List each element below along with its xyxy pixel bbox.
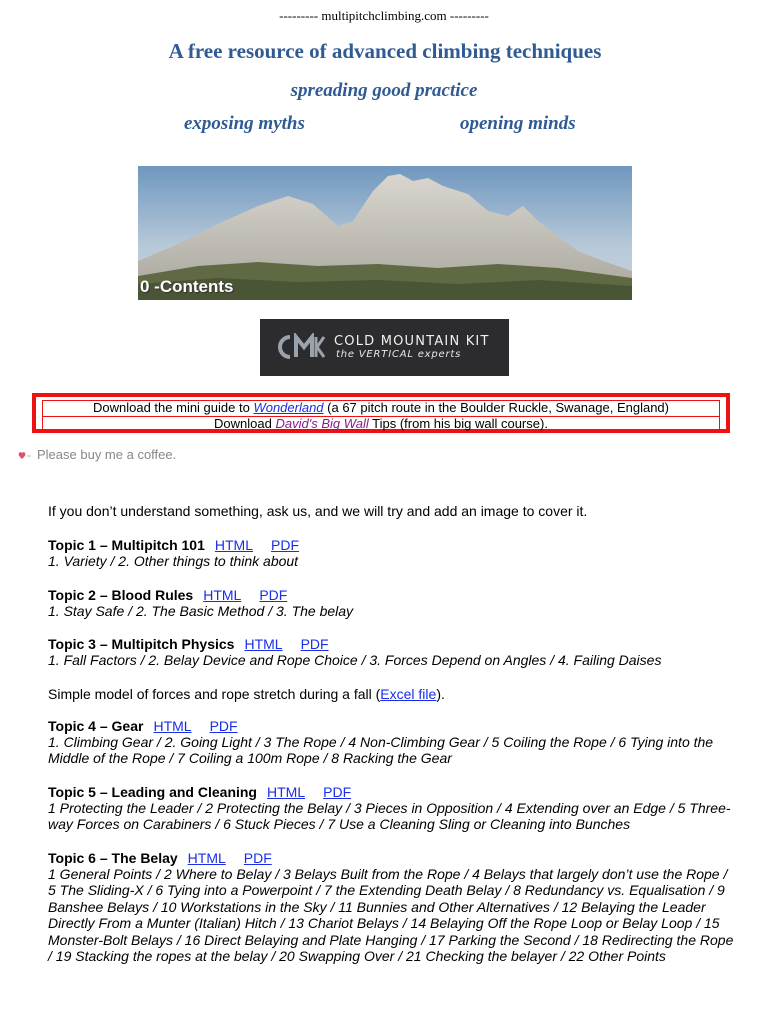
ck-logo-icon bbox=[276, 333, 326, 361]
site-name: --------- multipitchclimbing.com --------- bbox=[279, 8, 489, 23]
topic-2 bbox=[48, 587, 738, 620]
excel-file-link[interactable]: Excel file bbox=[380, 685, 437, 702]
cold-mountain-kit-logo[interactable] bbox=[260, 319, 509, 376]
download-row-wonderland bbox=[42, 400, 720, 417]
topic-3-html-link[interactable]: HTML bbox=[244, 636, 283, 652]
download-text: Download bbox=[214, 416, 276, 431]
topic-items: 1 Protecting the Leader / 2 Protecting the Belay / 3 Pieces in Opposition / 4 Extending over an Edge / 5 Three-way Forces on Carabiners / 6 Stuck Pieces / 7 Use a Cleaning Sling or Cleaning into Bunches bbox=[48, 799, 731, 832]
topic-6-pdf-link[interactable]: PDF bbox=[243, 849, 272, 866]
topic-5-pdf-link[interactable]: PDF bbox=[323, 783, 352, 800]
topic-title: Topic 1 – Multipitch 101 bbox=[48, 537, 205, 553]
topics-content bbox=[48, 503, 738, 982]
topic-title: Topic 6 – The Belay bbox=[48, 849, 178, 866]
topic-title: Topic 3 – Multipitch Physics bbox=[48, 636, 235, 652]
topic-6-html-link[interactable]: HTML bbox=[187, 849, 226, 866]
topic-6 bbox=[48, 850, 738, 965]
topic-1 bbox=[48, 537, 738, 570]
topic-title: Topic 4 – Gear bbox=[48, 717, 144, 734]
tagline-exposing: exposing myths bbox=[184, 113, 305, 134]
topic-items: 1. Stay Safe / 2. The Basic Method / 3. The belay bbox=[48, 602, 354, 619]
sponsor-subtitle: the VERTICAL experts bbox=[336, 349, 462, 360]
download-text: Tips (from his big wall course). bbox=[368, 416, 548, 431]
simple-model-note bbox=[48, 686, 738, 702]
simple-model-text: ). bbox=[436, 685, 445, 702]
topic-1-pdf-link[interactable]: PDF bbox=[271, 537, 300, 553]
topic-1-html-link[interactable]: HTML bbox=[214, 537, 254, 553]
topic-4-pdf-link[interactable]: PDF bbox=[209, 717, 238, 734]
topic-items: 1 General Points / 2 Where to Belay / 3 Belays Built from the Rope / 4 Belays that largely don’t use the Rope / 5 The Sliding-X / 6 Tying into a Powerpoint / 7 the Extending Death Belay / 8 Redundancy vs. Equalisation / 9 Banshee Belays / 10 Workstations in the Sky / 11 Bunnies and Other Alternatives / 12 Belaying the Leader Directly From a Munter (Italian) Hitch / 13 Chariot Belays / 14 Belaying Off the Rope Loop or Belay Loop / 15 Monster-Bolt Belays / 16 Direct Belaying and Plate Hanging / 17 Parking the Second / 18 Redirecting the Rope / 19 Stacking the ropes at the belay / 20 Swapping Over / 21 Checking the belayer / 22 Other Points bbox=[48, 865, 734, 964]
buy-coffee-label: Please buy me a coffee. bbox=[37, 447, 177, 462]
wonderland-link[interactable]: Wonderland bbox=[253, 400, 324, 415]
tagline-spreading: spreading good practice bbox=[290, 80, 478, 101]
download-text: (a 67 pitch route in the Boulder Ruckle, Swanage, England) bbox=[323, 400, 669, 415]
topic-2-html-link[interactable]: HTML bbox=[203, 586, 242, 603]
topic-items: 1. Fall Factors / 2. Belay Device and Rope Choice / 3. Forces Depend on Angles / 4. Failing Daises bbox=[48, 652, 662, 668]
topic-title: Topic 5 – Leading and Cleaning bbox=[48, 783, 257, 800]
page-headline: A free resource of advanced climbing techniques bbox=[168, 39, 602, 63]
topic-5-html-link[interactable]: HTML bbox=[267, 783, 306, 800]
download-row-big-wall bbox=[42, 416, 720, 433]
topic-items: 1. Variety / 2. Other things to think about bbox=[48, 553, 299, 569]
coffee-heart-icon bbox=[18, 451, 32, 461]
buy-coffee-link[interactable] bbox=[18, 447, 176, 462]
download-text: Download the mini guide to bbox=[93, 400, 254, 415]
topic-3-pdf-link[interactable]: PDF bbox=[300, 636, 329, 652]
banner-caption: 0 -Contents bbox=[140, 277, 234, 296]
topic-5 bbox=[48, 784, 738, 833]
topic-4 bbox=[48, 718, 738, 767]
topic-4-html-link[interactable]: HTML bbox=[153, 717, 192, 734]
topic-title: Topic 2 – Blood Rules bbox=[48, 586, 194, 603]
simple-model-text: Simple model of forces and rope stretch during a fall ( bbox=[48, 685, 381, 702]
topic-2-pdf-link[interactable]: PDF bbox=[259, 586, 288, 603]
topic-3 bbox=[48, 636, 738, 669]
contents-banner-image bbox=[138, 166, 632, 300]
topic-items: 1. Climbing Gear / 2. Going Light / 3 The Rope / 4 Non-Climbing Gear / 5 Coiling the Rope / 6 Tying into the Middle of the Rope / 7 Coiling a 100m Rope / 8 Racking the Gear bbox=[48, 733, 714, 766]
intro-text: If you don’t understand something, ask us, and we will try and add an image to cover it. bbox=[48, 503, 588, 519]
tagline-opening: opening minds bbox=[460, 113, 576, 134]
big-wall-link[interactable]: David's Big Wall bbox=[275, 416, 369, 431]
downloads-box bbox=[32, 393, 730, 433]
sponsor-name: COLD MOUNTAIN KIT bbox=[334, 334, 490, 349]
